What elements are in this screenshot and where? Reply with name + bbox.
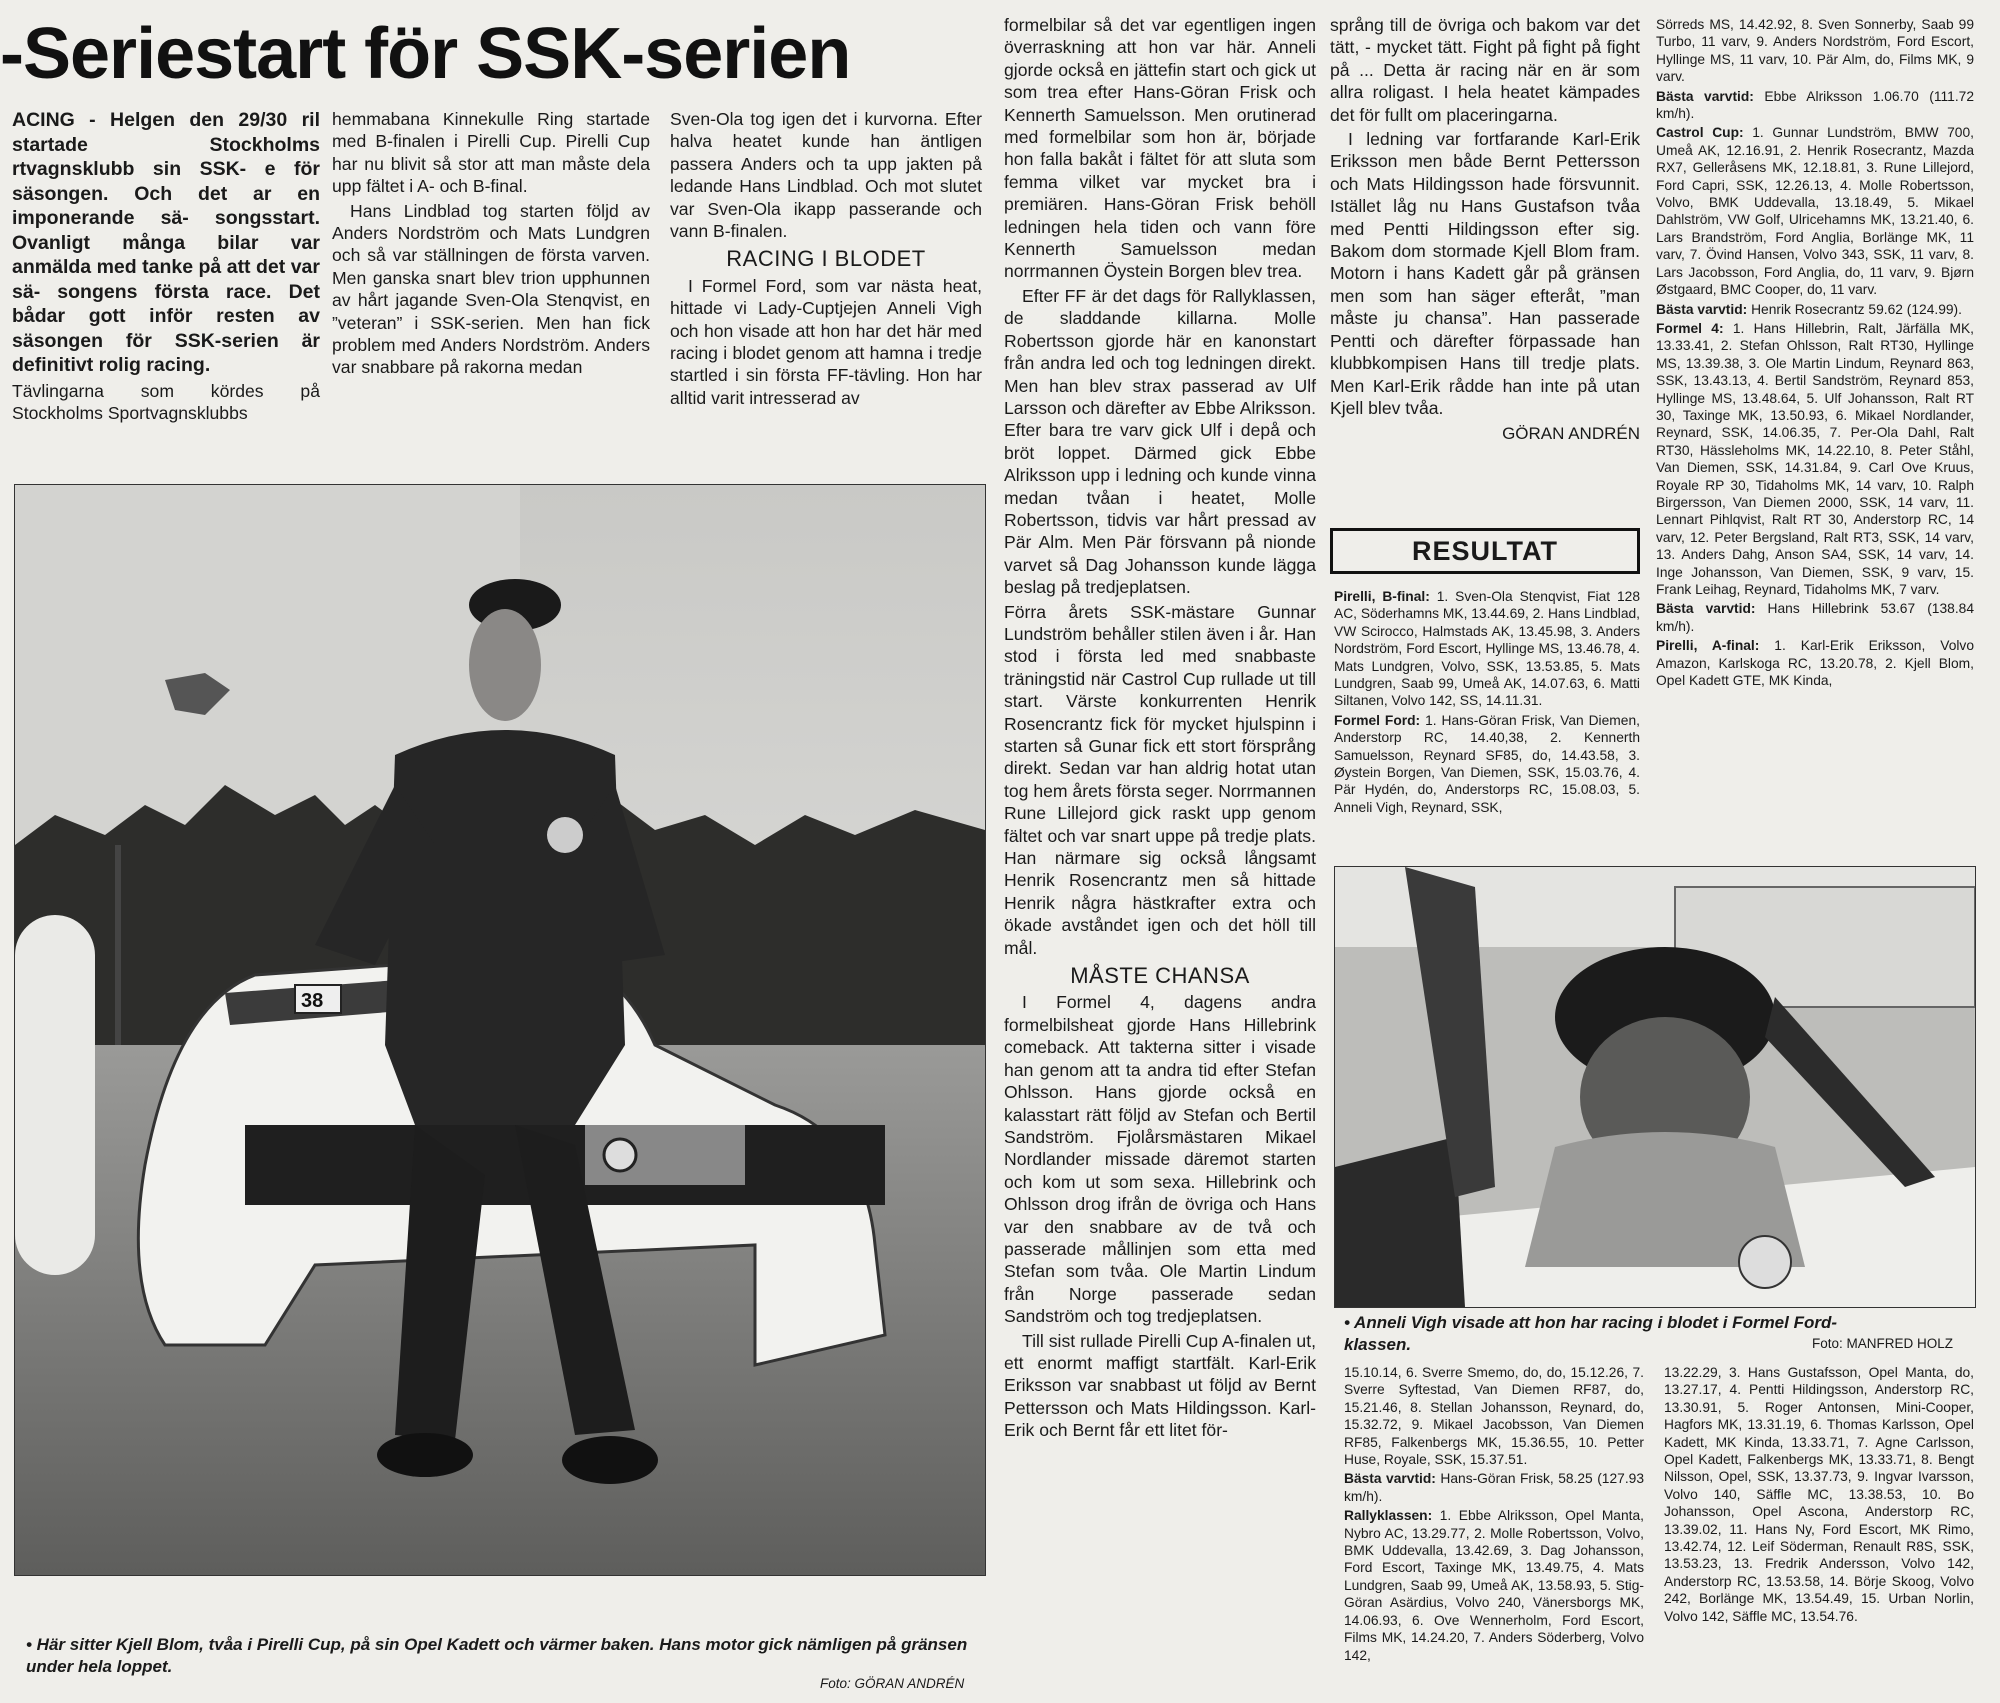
- article-column-5: [1330, 14, 1640, 446]
- result-entry: [1344, 1364, 1644, 1468]
- photo-anneli-vigh: [1334, 866, 1976, 1308]
- results-column-5: [1334, 588, 1640, 818]
- result-entry: [1664, 1364, 1974, 1625]
- results-column-6: [1656, 16, 1974, 691]
- headline: -Seriestart för SSK-serien: [0, 14, 851, 94]
- result-text: 1. Gunnar Lundström, BMW 700, Umeå AK, 12.16.91, 2. Henrik Rosecrantz, Mazda RX7, Gelleråsens MK, 12.18.81, 3. Rune Lillejord, Ford Capri, SSK, 12.26.13, 4. Molle Robertsson, Volvo, BMK Uddevalla, 13.18.49, 5. Mikael Dahlström, VW Golf, Ulricehamns MK, 13.21.40, 6. Lars Brandström, Ford Anglia, Borlänge MK, 11 varv, 7. Övind Hansen, Volvo 343, SSK, 11 varv, 8. Lars Jacobsson, Ford Anglia, do, 11 varv, 9. Bjørn Østgaard, BMC Cooper, do, 11 varv.: [1656, 125, 1974, 298]
- article-paragraph: hemmabana Kinnekulle Ring startade med B-finalen i Pirelli Cup. Pirelli Cup har nu blivit så stor att man måste dela upp fältet i A- och B-final.: [332, 109, 650, 197]
- article-paragraph: Efter FF är det dags för Rallyklassen, de sladdande killarna. Molle Robertsson gjorde här en kanonstart från andra led och tog ledningen direkt. Men han blev strax passerad av Ulf Larsson och därefter av Ebbe Alriksson. Efter bara tre varv gick Ulf i depå och bröt loppet. Därmed gick Ebbe Alriksson upp i ledning och kunde vinna medan tvåan i heatet, Molle Robertsson, tidvis var hårt pressad av Pär Alm. Men Pär försvann på nionde varvet så Dag Johansson kunde lägga beslag på tredjeplatsen.: [1004, 285, 1316, 598]
- photo-illustration: [1335, 867, 1975, 1307]
- result-text: Henrik Rosecrantz 59.62 (124.99).: [1747, 301, 1962, 317]
- result-category-label: Bästa varvtid:: [1656, 88, 1754, 104]
- result-text: 1. Hans Hillebrin, Ralt, Järfälla MK, 13.33.41, 2. Stefan Ohlsson, Ralt RT30, Hyllinge MS, 13.39.38, 3. Ole Martin Lindum, Reynard 863, SSK, 13.43.13, 4. Bertil Sandström, Reynard 853, Hyllinge MS, 13.48.64, 5. Ulf Johansson, Ralt RT 30, Taxinge MK, 13.50.93, 6. Mikael Nordlander, Reynard, SSK, 14.06.35, 7. Per-Ola Dahl, Ralt RT30, Hässleholms MK, 14.22.10, 8. Peter Ståhl, Van Diemen, SSK, 14.31.84, 9. Carl Ove Kruus, Royale RP 30, Tidaholms MK, 14 varv, 10. Ralph Birgersson, Van Diemen 2000, SSK, 14 varv, 11. Lennart Pihlqvist, Ralt RT 30, Anderstorp RC, 14 varv, 12. Peter Bergsland, Ralt RT3, SSK, 14 varv, 13. Anders Dahg, Anson SA4, SSK, 14 varv, 14. Inge Johansson, Van Diemen, SSK, 9 varv, 15. Frank Leihag, Reynard, Tidaholms MK, 7 varv.: [1656, 320, 1974, 597]
- results-bottom-left: [1344, 1364, 1644, 1666]
- result-category-label: Castrol Cup:: [1656, 125, 1744, 141]
- article-paragraph: Förra årets SSK-mästare Gunnar Lundström behåller stilen även i år. Han stod i första led med snabbaste träningstid när Castrol Cup rullade ut till start. Värste konkurrenten Henrik Rosencrantz fick för mycket hjulspinn i starten så Gunar fick ett stort försprång direkt. Sedan var han aldrig hotat utan tog hem årets första seger. Norrmannen Rune Lillejord gick raskt upp genom fältet och var snart uppe på tredje plats. Han närmare sig också långsamt Henrik Rosencrantz men så hittade Henrik några hästkrafter extra och ökade avståndet igen och det höll till mål.: [1004, 601, 1316, 958]
- article-column-3: [670, 108, 982, 411]
- result-entry: [1656, 124, 1974, 298]
- article-column-4: [1004, 14, 1316, 1444]
- result-text: Sörreds MS, 14.42.92, 8. Sven Sonnerby, Saab 99 Turbo, 11 varv, 9. Anders Nordström, Ford Escort, Hyllinge MS, 11 varv, 10. Pär Alm, do, Films MK, 9 varv.: [1656, 17, 1974, 85]
- result-entry: [1656, 301, 1974, 318]
- result-category-label: Formel Ford:: [1334, 712, 1421, 728]
- result-text: Ebbe Alriksson 1.06.70 (111.72 km/h).: [1656, 88, 1974, 122]
- article-paragraph: Sven-Ola tog igen det i kurvorna. Efter halva heatet kunde han äntligen passera Anders och ta upp jakten på ledande Hans Lindblad. Och mot slutet var Sven-Ola ikapp passerande och vann B-finalen.: [670, 109, 982, 242]
- article-paragraph: I Formel 4, dagens andra formelbilsheat gjorde Hans Hillebrink comeback. Att takterna sitter i visade han genom att ta andra tid efter Stefan Ohlsson. Hans gjorde också en kalasstart rätt följd av Stefan och Bertil Sandström. Fjolårsmästaren Mikael Nordlander missade däremot starten och kom ut som sexa. Hillebrink och Ohlsson drog ifrån de övriga och Hans var den snabbare av de två och passerade mållinjen som etta med Stefan som tvåa. Ole Martin Lindum från Norge passerade sedan Sandström och tog tredjeplatsen.: [1004, 992, 1316, 1327]
- result-text: 1. Karl-Erik Eriksson, Volvo Amazon, Karlskoga RC, 13.20.78, 2. Kjell Blom, Opel Kadett GTE, MK Kinda,: [1656, 638, 1975, 689]
- article-paragraph: formelbilar så det var egentligen ingen överraskning att hon var här. Anneli gjorde också en jättefin start och gick ut som trea efter Hans-Göran Frisk och Kennerth Samuelsson. Men orutinerad med formelbilar som hon är, började hon falla bakåt i fältet för att sluta som femma vilket var mycket bra i premiären. Hans-Göran Frisk behöll ledningen hela tiden och vann före Kennerth Samuelsson medan norrmannen Öystein Borgen blev trea.: [1004, 15, 1316, 282]
- subheading-racing-i-blodet: RACING I BLODET: [726, 246, 926, 272]
- result-text: Hans Hillebrink 53.67 (138.84 km/h).: [1656, 601, 1974, 634]
- subheading-maste-chansa: MÅSTE CHANSA: [1070, 963, 1250, 989]
- article-column-2: [332, 108, 650, 381]
- article-paragraph: Till sist rullade Pirelli Cup A-finalen ut, ett enormt maffigt startfält. Karl-Erik Eriksson var snabbast ut följd av Bernt Pettersson och Mats Hildingsson. Karl-Erik och Bernt får ett litet för-: [1004, 1330, 1316, 1441]
- article-paragraph: I Formel Ford, som var nästa heat, hittade vi Lady-Cuptjejen Anneli Vigh och hon visade att hon har det här med racing i blodet genom att hamna i tredje startled i sin första FF-tävling. Hon har alltid varit intresserad av: [670, 275, 982, 408]
- result-entry: [1656, 637, 1974, 689]
- result-category-label: Pirelli, B-final:: [1334, 589, 1430, 604]
- article-paragraph: Hans Lindblad tog starten följd av Anders Nordström och Mats Lundgren och så var ställningen de första varven. Men ganska snart blev trion upphunnen av hårt jagande Sven-Ola Stenqvist, en ”veteran” i SSK-serien. Men han fick problem med Anders Nordström. Anders var snabbare på rakorna medan: [332, 200, 650, 378]
- result-text: 15.10.14, 6. Sverre Smemo, do, do, 15.12.26, 7. Sverre Syftestad, Van Diemen RF87, do, 15.21.46, 8. Stellan Johansson, Reynard, do, 15.32.72, 9. Mikael Jacobsson, Van Diemen RF85, Falkenbergs MK, 15.36.55, 10. Petter Huse, Royale, SSK, 15.37.51.: [1344, 1365, 1644, 1468]
- result-entry: [1344, 1470, 1644, 1505]
- result-category-label: Rallyklassen:: [1344, 1508, 1433, 1524]
- result-text: 1. Hans-Göran Frisk, Van Diemen, Anderstorp RC, 14.40,38, 2. Kennerth Samuelsson, Reynard SF85, do, 14.43.58, 3. Øystein Borgen, Van Diemen, SSK, 15.03.76, 4. Pär Hydén, do, Anderstorps RC, 15.08.03, 5. Anneli Vigh, Reynard, SSK,: [1334, 712, 1640, 815]
- result-entry: [1656, 16, 1974, 86]
- byline: GÖRAN ANDRÉN: [1502, 424, 1640, 444]
- result-entry: [1656, 88, 1974, 123]
- result-category-label: Bästa varvtid:: [1656, 601, 1756, 617]
- photo2-credit: Foto: MANFRED HOLZ: [1812, 1336, 1954, 1351]
- result-text: 13.22.29, 3. Hans Gustafsson, Opel Manta, do, 13.27.17, 4. Pentti Hildingsson, Anderstorp RC, 13.30.91, 5. Roger Antonsen, Mini-Cooper, Hagfors MK, 13.31.19, 6. Thomas Karlsson, Opel Kadett, MK Kinda, 13.33.71, 7. Agne Carlsson, Opel Kadett, Falkenbergs MK, 13.33.71, 8. Bengt Nilsson, Opel, SSK, 13.37.73, 9. Ingvar Ivarsson, Volvo 140, Säffle MC, 13.38.53, 10. Bo Johansson, Opel Ascona, Anderstorp RC, 13.39.02, 11. Hans Ny, Ford Escort, MK Rimo, 13.42.74, 12. Leif Söderman, Renault R8S, SSK, 13.53.23, 13. Fredrik Andersson, Volvo 142, Anderstorp RC, 13.53.58, 14. Börje Skoog, Volvo 242, Borlänge MK, 13.54.49, 15. Urban Norlin, Volvo 142, Säffle MC, 13.54.76.: [1664, 1365, 1974, 1624]
- article-paragraph: I ledning var fortfarande Karl-Erik Eriksson men både Bernt Pettersson och Mats Hildingsson hade försvunnit. Istället låg nu Hans Gustafson tvåa med Pentti Hildingsson efter sig. Bakom dom stormade Kjell Blom fram. Motorn i hans Kadett går på gränsen men som han säger efteråt, ”man måste ju chansa”. Han passerade Pentti och därefter förpassade han klubbkompisen Hans till tredje plats. Men Karl-Erik rådde han inte på utan Kjell blev tvåa.: [1330, 129, 1640, 418]
- result-text: 1. Sven-Ola Stenqvist, Fiat 128 AC, Söderhamns MK, 13.44.69, 2. Hans Lindblad, VW Scirocco, Halmstads AK, 13.45.98, 3. Anders Nordström, Ford Escort, Hyllinge MS, 13.46.78, 4. Mats Lundgren, Volvo, SSK, 13.53.85, 5. Mats Lundgren, Saab 99, Umeå AK, 14.07.63, 6. Matti Siltanen, Volvo 142, SS, 14.11.31.: [1334, 589, 1641, 709]
- result-text: 1. Ebbe Alriksson, Opel Manta, Nybro AC, 13.29.77, 2. Molle Robertsson, Volvo, BMK Uddevalla, 13.42.69, 3. Dag Johansson, Ford Escort, Taxinge MK, 13.49.75, 4. Mats Lundgren, Saab 99, Umeå AK, 13.58.93, 5. Stig-Göran Asärdius, Volvo 240, Vänersborgs MK, 14.06.93, 6. Ove Wennerholm, Ford Escort, Films MK, 14.24.20, 7. Anders Söderberg, Volvo 142,: [1344, 1508, 1644, 1663]
- article-column-1: [12, 108, 320, 426]
- photo2-caption: • Anneli Vigh visade att hon har racing i blodet i Formel Ford-klassen.: [1344, 1313, 1838, 1354]
- photo-illustration: [15, 485, 985, 1575]
- photo-kjell-blom-opel-kadett: [14, 484, 986, 1576]
- result-entry: [1344, 1507, 1644, 1664]
- results-bottom-right: [1664, 1364, 1974, 1627]
- result-entry: [1334, 712, 1640, 816]
- resultat-heading: RESULTAT: [1330, 528, 1640, 574]
- result-entry: [1656, 600, 1974, 635]
- result-category-label: Formel 4:: [1656, 320, 1724, 336]
- result-entry: [1656, 320, 1974, 599]
- lead-paragraph: ACING - Helgen den 29/30 ril startade Stockholms rtvagnsklubb sin SSK- e för säsongen. Och det ar en imponerande sä- songsstart. Ovanligt många bilar var anmälda med tanke på att det var sä- songens första race. Det bådar gott inför resten av säsongen för SSK-serien är definitivt rolig racing.: [12, 109, 320, 376]
- result-category-label: Bästa varvtid:: [1656, 301, 1748, 317]
- article-paragraph: Tävlingarna som kördes på Stockholms Sportvagnsklubbs: [12, 380, 320, 423]
- svg-text:38: 38: [301, 990, 324, 1012]
- article-paragraph: språng till de övriga och bakom var det tätt, - mycket tätt. Fight på fight på fight på ... Detta är racing när en är som allra roligast. I hela heatet kämpades det för fullt om placeringarna.: [1330, 15, 1640, 125]
- result-text: Hans-Göran Frisk, 58.25 (127.93 km/h).: [1344, 1471, 1644, 1504]
- photo1-caption: • Här sitter Kjell Blom, tvåa i Pirelli Cup, på sin Opel Kadett och värmer baken. Hans motor gick nämligen på gränsen under hela loppet.: [26, 1635, 968, 1676]
- result-category-label: Bästa varvtid:: [1344, 1471, 1436, 1487]
- result-entry: [1334, 588, 1640, 710]
- result-category-label: Pirelli, A-final:: [1656, 638, 1760, 654]
- photo1-credit: Foto: GÖRAN ANDRÉN: [820, 1676, 965, 1691]
